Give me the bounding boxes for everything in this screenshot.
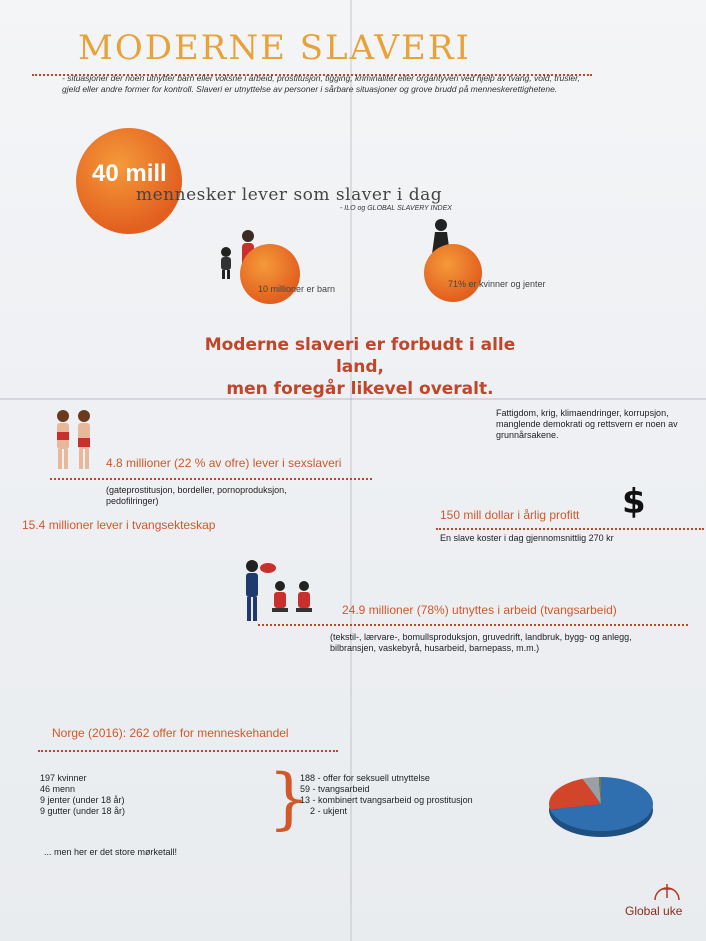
dollar-icon: $ xyxy=(622,482,646,522)
brace-icon: } xyxy=(268,760,310,837)
headline-line-1: Moderne slaveri er forbudt i alle land, xyxy=(204,335,516,377)
victims-item: 9 jenter (under 18 år) xyxy=(40,795,125,805)
profit-detail: En slave koster i dag gjennomsnittlig 270 kr xyxy=(440,533,614,543)
forced-labour-detail: (tekstil-, lærvare-, bomullsproduksjon, gruvedrift, landbruk, bygg- og anlegg, bilbransjen, vaskebyrå, husarbeid, barnepass, m.m.) xyxy=(330,632,632,653)
types-item: 13 - kombinert tvangsarbeid og prostitusjon xyxy=(300,795,473,805)
women-stat: 71% er kvinner og jenter xyxy=(448,279,546,289)
victims-item: 197 kvinner xyxy=(40,773,87,783)
workers-icon xyxy=(240,556,322,626)
women-circle xyxy=(424,244,482,302)
sex-slavery-stat: 4.8 millioner (22 % av ofre) lever i sexslaveri xyxy=(106,456,342,470)
hero-text: mennesker lever som slaver i dag xyxy=(136,185,443,205)
forced-marriage-stat: 15.4 millioner lever i tvangsekteskap xyxy=(22,518,216,532)
intro-text: - situasjoner der noen utnytter barn eller voksne i arbeid, prostitusjon, tigging, kriminalitet eller organtyveri ved hjelp av tvang, vold, trusler, gjeld eller andre former for kontroll. Slaveri er utnyttelse av personer i sårbare situasjoner og grove brudd på menneskerettighetene. xyxy=(62,73,580,94)
women-pair-icon xyxy=(52,408,96,472)
global-uke-logo-icon xyxy=(652,880,682,902)
forced-labour-divider xyxy=(258,624,688,626)
logo-text: Global uke xyxy=(625,904,683,918)
sex-slavery-divider xyxy=(50,478,372,480)
norway-title: Norge (2016): 262 offer for menneskehandel xyxy=(52,726,289,740)
hero-number: 40 mill xyxy=(92,160,167,187)
headline-line-2: men foregår likevel overalt. xyxy=(226,379,494,399)
page-title: MODERNE SLAVERI xyxy=(78,28,471,68)
types-item: 59 - tvangsarbeid xyxy=(300,784,370,794)
norway-divider xyxy=(38,750,338,752)
victims-list xyxy=(40,773,125,817)
hero-source: - ILO og GLOBAL SLAVERY INDEX xyxy=(340,205,452,212)
types-list xyxy=(300,773,473,817)
types-item: 2 - ukjent xyxy=(310,806,348,816)
forced-labour-stat: 24.9 millioner (78%) utnyttes i arbeid (tvangsarbeid) xyxy=(342,603,617,617)
victims-item: 9 gutter (under 18 år) xyxy=(40,806,126,816)
profit-divider xyxy=(436,528,704,530)
children-stat: 10 millioner er barn xyxy=(258,284,336,294)
children-circle xyxy=(240,244,300,304)
causes-text: Fattigdom, krig, klimaendringer, korrupsjon, manglende demokrati og rettsvern er noen av grunnårsakene. xyxy=(496,408,678,440)
headline xyxy=(180,334,540,400)
dark-figures-note: ... men her er det store mørketall! xyxy=(44,847,178,857)
types-item: 188 - offer for seksuell utnyttelse xyxy=(300,773,430,783)
profit-stat: 150 mill dollar i årlig profitt xyxy=(440,508,580,522)
sex-slavery-detail: (gateprostitusjon, bordeller, pornoproduksjon, pedofilringer) xyxy=(106,485,287,506)
victims-pie-chart xyxy=(546,772,656,838)
victims-item: 46 menn xyxy=(40,784,76,794)
